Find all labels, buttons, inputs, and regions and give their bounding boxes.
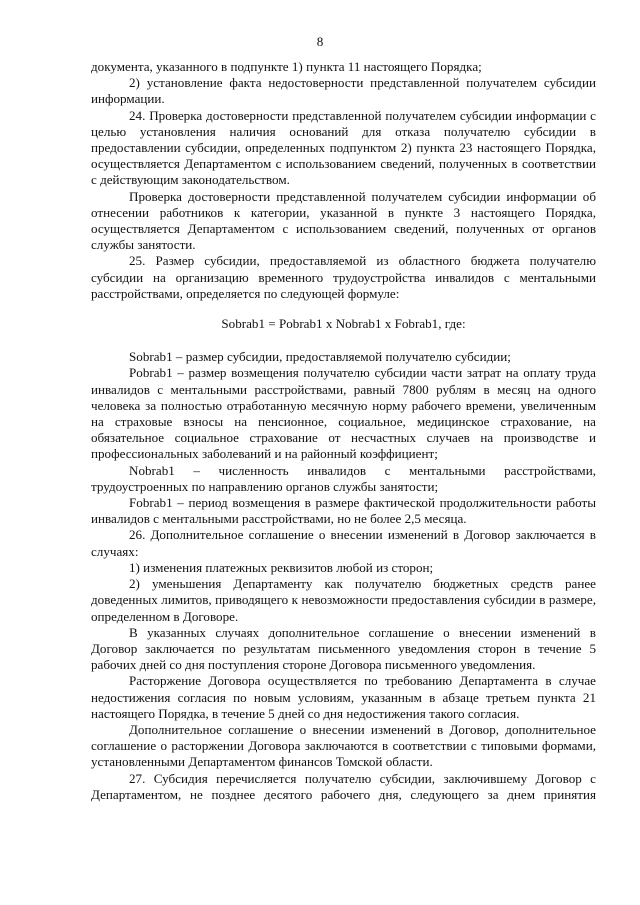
- paragraph-group-bottom: [91, 349, 596, 803]
- paragraph: 24. Проверка достоверности представленной получателем субсидии информации с целью установления наличия оснований для отказа получателю субсидии в предоставлении субсидии, определенных подпунктом 2) пункта 23 настоящего Порядка, осуществляется Департаментом с использованием сведений, полученных в соответствии с действующим законодательством.: [91, 107, 596, 188]
- paragraph: Pobrab1 – размер возмещения получателю субсидии части затрат на оплату труда инвалидов с ментальными расстройствами, равный 7800 рублям в месяц на одного человека за полностью отработанную месячную норму рабочего времени, увеличенным на страховые взносы на пенсионное, социальное, медицинское страхование, на обязательное социальное страхование от несчастных случаев на производстве и профессиональных заболеваний и на районный коэффициент;: [91, 365, 596, 462]
- paragraph: Дополнительное соглашение о внесении изменений в Договор, дополнительное соглашение о расторжении Договора заключаются в соответствии с типовыми формами, установленными Департаментом финансов Томской области.: [91, 721, 596, 770]
- paragraph: 1) изменения платежных реквизитов любой из сторон;: [129, 559, 434, 575]
- page-number: 8: [316, 34, 324, 49]
- paragraph: Проверка достоверности представленной получателем субсидии информации об отнесении работников к категории, указанной в пункте 3 настоящего Порядка, осуществляется Департаментом с использованием сведений, полученных от органов службы занятости.: [91, 188, 596, 253]
- formula: Sobrab1 = Pobrab1 x Nobrab1 x Fobrab1, где:: [221, 316, 466, 332]
- paragraph: 27. Субсидия перечисляется получателю субсидии, заключившему Договор с Департаментом, не позднее десятого рабочего дня, следующего за днем принятия: [91, 770, 596, 802]
- paragraph: 26. Дополнительное соглашение о внесении изменений в Договор заключается в случаях:: [91, 527, 596, 559]
- paragraph: Расторжение Договора осуществляется по требованию Департамента в случае недостижения согласия по новым условиям, указанным в абзаце третьем пункта 21 настоящего Порядка, в течение 5 дней со дня недостижения такого согласия.: [91, 673, 596, 721]
- paragraph-group-top: [91, 59, 596, 302]
- paragraph: 2) установление факта недостоверности представленной получателем субсидии информации.: [91, 75, 596, 107]
- paragraph: Nobrab1 – численность инвалидов с ментальными расстройствами, трудоустроенных по направлению органов службы занятости;: [91, 462, 596, 494]
- paragraph: 25. Размер субсидии, предоставляемой из областного бюджета получателю субсидии на организацию временного трудоустройства инвалидов с ментальными расстройствами, определяется по следующей формуле:: [91, 253, 596, 301]
- paragraph: 2) уменьшения Департаменту как получателю бюджетных средств ранее доведенных лимитов, приводящего к невозможности предоставления субсидии в размере, определенном в Договоре.: [91, 576, 596, 624]
- paragraph: документа, указанного в подпункте 1) пункта 11 настоящего Порядка;: [91, 59, 482, 74]
- paragraph: Sobrab1 – размер субсидии, предоставляемой получателю субсидии;: [129, 349, 511, 365]
- paragraph: Fobrab1 – период возмещения в размере фактической продолжительности работы инвалидов с ментальными расстройствами, но не более 2,5 месяца.: [91, 495, 596, 527]
- paragraph: В указанных случаях дополнительное соглашение о внесении изменений в Договор заключается по результатам письменного уведомления сторон в течение 5 рабочих дней со дня поступления стороне Договора письменного уведомления.: [91, 624, 596, 673]
- document-body: [91, 59, 596, 803]
